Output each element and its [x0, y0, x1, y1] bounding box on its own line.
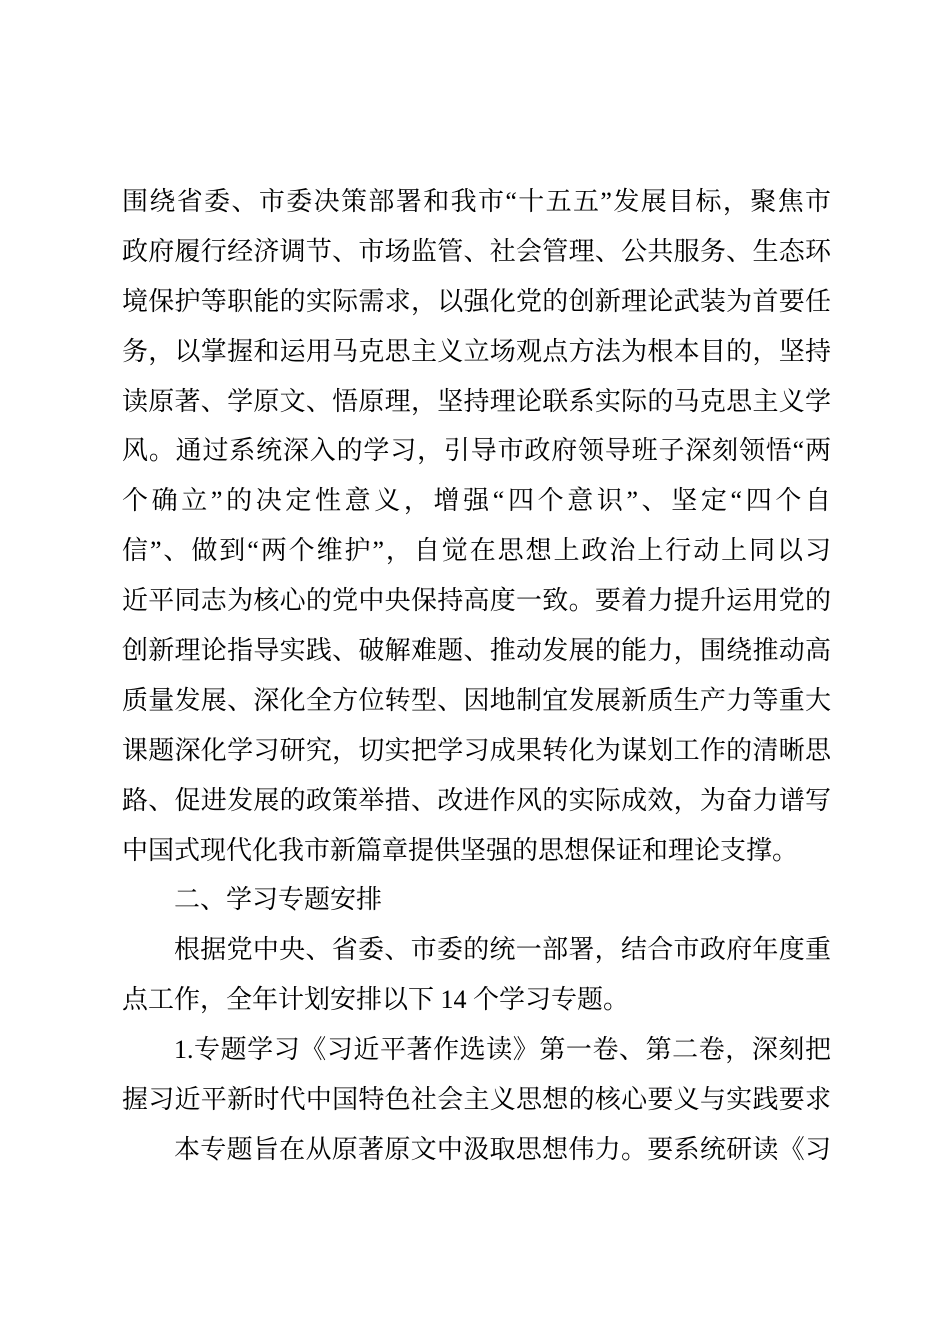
body-line: 务，以掌握和运用马克思主义立场观点方法为根本目的，坚持: [122, 336, 831, 366]
section-heading: 二、学习专题安排: [174, 885, 383, 915]
body-line: 路、促进发展的政策举措、改进作风的实际成效，为奋力谱写: [122, 785, 831, 815]
topic-heading-line: 1.专题学习《习近平著作选读》第一卷、第二卷，深刻把: [174, 1035, 831, 1065]
body-line: 中国式现代化我市新篇章提供坚强的思想保证和理论支撑。: [122, 835, 799, 865]
body-line: 境保护等职能的实际需求，以强化党的创新理论武装为首要任: [122, 286, 831, 316]
document-body: [122, 177, 831, 1175]
body-line: 读原著、学原文、悟原理，坚持理论联系实际的马克思主义学: [122, 386, 831, 416]
body-line: 点工作，全年计划安排以下 14 个学习专题。: [122, 985, 630, 1015]
body-line: 风。通过系统深入的学习，引导市政府领导班子深刻领悟“两: [122, 436, 831, 466]
body-line: 近平同志为核心的党中央保持高度一致。要着力提升运用党的: [122, 586, 831, 616]
body-line: 围绕省委、市委决策部署和我市“十五五”发展目标，聚焦市: [122, 187, 831, 216]
body-line: 创新理论指导实践、破解难题、推动发展的能力，围绕推动高: [122, 636, 831, 666]
body-line: 政府履行经济调节、市场监管、社会管理、公共服务、生态环: [122, 236, 831, 266]
body-line: 信”、做到“两个维护”，自觉在思想上政治上行动上同以习: [122, 536, 831, 566]
body-line: 根据党中央、省委、市委的统一部署，结合市政府年度重: [174, 935, 831, 965]
topic-heading-line: 握习近平新时代中国特色社会主义思想的核心要义与实践要求: [122, 1085, 831, 1115]
body-line: 本专题旨在从原著原文中汲取思想伟力。要系统研读《习: [174, 1134, 831, 1164]
body-line: 个确立”的决定性意义，增强“四个意识”、坚定“四个自: [122, 486, 831, 516]
body-line: 课题深化学习研究，切实把学习成果转化为谋划工作的清晰思: [122, 735, 831, 765]
body-line: 质量发展、深化全方位转型、因地制宜发展新质生产力等重大: [122, 685, 831, 715]
